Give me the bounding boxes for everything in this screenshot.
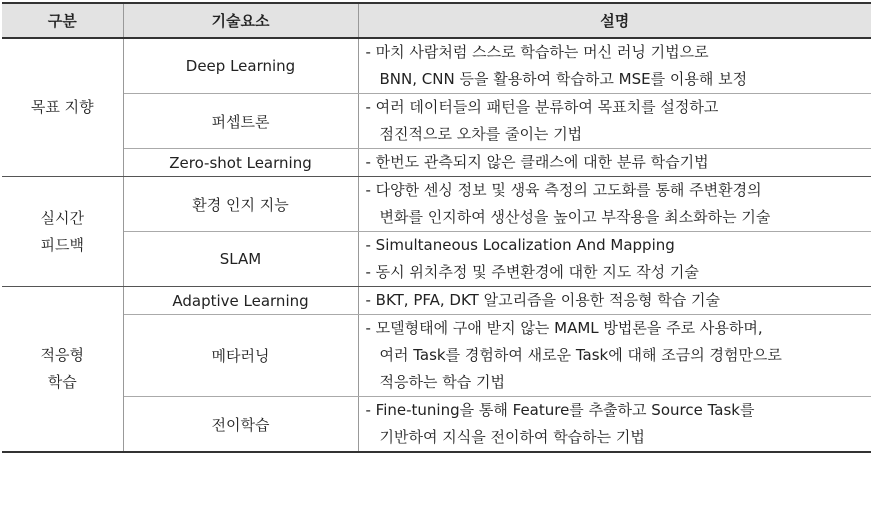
- description-line: 여러 Task를 경험하여 새로운 Task에 대해 조금의 경험만으로: [379, 346, 782, 364]
- description-line: 변화를 인지하여 생산성을 높이고 부작용을 최소화하는 기술: [379, 208, 771, 226]
- category-label: 적응형: [40, 346, 84, 364]
- description-line: - 다양한 센싱 정보 및 생육 측정의 고도화를 통해 주변환경의: [365, 181, 762, 199]
- description-cell: [358, 177, 871, 232]
- header-element: 기술요소: [123, 3, 358, 38]
- description-line: - 여러 데이터들의 패턴을 분류하여 목표치를 설정하고: [365, 98, 719, 116]
- description-cell: [358, 94, 871, 149]
- element-cell: 퍼셉트론: [123, 94, 358, 149]
- description-line: - Fine-tuning을 통해 Feature를 추출하고 Source Task를: [365, 401, 755, 419]
- tech-elements-table: [2, 2, 871, 453]
- description-line: BNN, CNN 등을 활용하여 학습하고 MSE를 이용해 보정: [379, 70, 748, 88]
- category-cell: [2, 38, 123, 177]
- element-cell: 환경 인지 지능: [123, 177, 358, 232]
- element-cell: Zero-shot Learning: [123, 149, 358, 177]
- category-cell: [2, 287, 123, 453]
- header-description: 설명: [358, 3, 871, 38]
- header-row: [2, 3, 871, 38]
- description-line: - 동시 위치추정 및 주변환경에 대한 지도 작성 기술: [365, 263, 699, 281]
- table-row: [2, 94, 871, 149]
- description-cell: [358, 149, 871, 177]
- table-row: [2, 397, 871, 453]
- category-label: 피드백: [40, 235, 84, 254]
- element-cell: 메타러닝: [123, 315, 358, 397]
- tech-table-container: [2, 2, 871, 453]
- element-cell: 전이학습: [123, 397, 358, 453]
- table-row: [2, 149, 871, 177]
- category-label: 실시간: [40, 208, 84, 227]
- table-row: [2, 177, 871, 232]
- description-cell: [358, 397, 871, 453]
- description-cell: [358, 287, 871, 315]
- description-line: - BKT, PFA, DKT 알고리즘을 이용한 적응형 학습 기술: [365, 291, 721, 309]
- table-body: [2, 38, 871, 452]
- description-line: - 마치 사람처럼 스스로 학습하는 머신 러닝 기법으로: [365, 43, 709, 61]
- description-line: - 한번도 관측되지 않은 클래스에 대한 분류 학습기법: [365, 153, 709, 171]
- description-line: - 모델형태에 구애 받지 않는 MAML 방법론을 주로 사용하며,: [365, 319, 763, 337]
- element-cell: Deep Learning: [123, 38, 358, 94]
- description-line: 적응하는 학습 기법: [379, 373, 505, 391]
- category-label: 학습: [47, 373, 77, 391]
- category-cell: [2, 177, 123, 287]
- element-cell: Adaptive Learning: [123, 287, 358, 315]
- table-row: [2, 232, 871, 287]
- element-cell: SLAM: [123, 232, 358, 287]
- description-line: - Simultaneous Localization And Mapping: [365, 236, 675, 254]
- category-label: 목표 지향: [30, 98, 94, 116]
- description-cell: [358, 315, 871, 397]
- table-row: [2, 287, 871, 315]
- table-row: [2, 315, 871, 397]
- description-line: 점진적으로 오차를 줄이는 기법: [379, 125, 583, 143]
- description-cell: [358, 38, 871, 94]
- header-category: 구분: [2, 3, 123, 38]
- description-cell: [358, 232, 871, 287]
- description-line: 기반하여 지식을 전이하여 학습하는 기법: [379, 428, 645, 446]
- table-row: [2, 38, 871, 94]
